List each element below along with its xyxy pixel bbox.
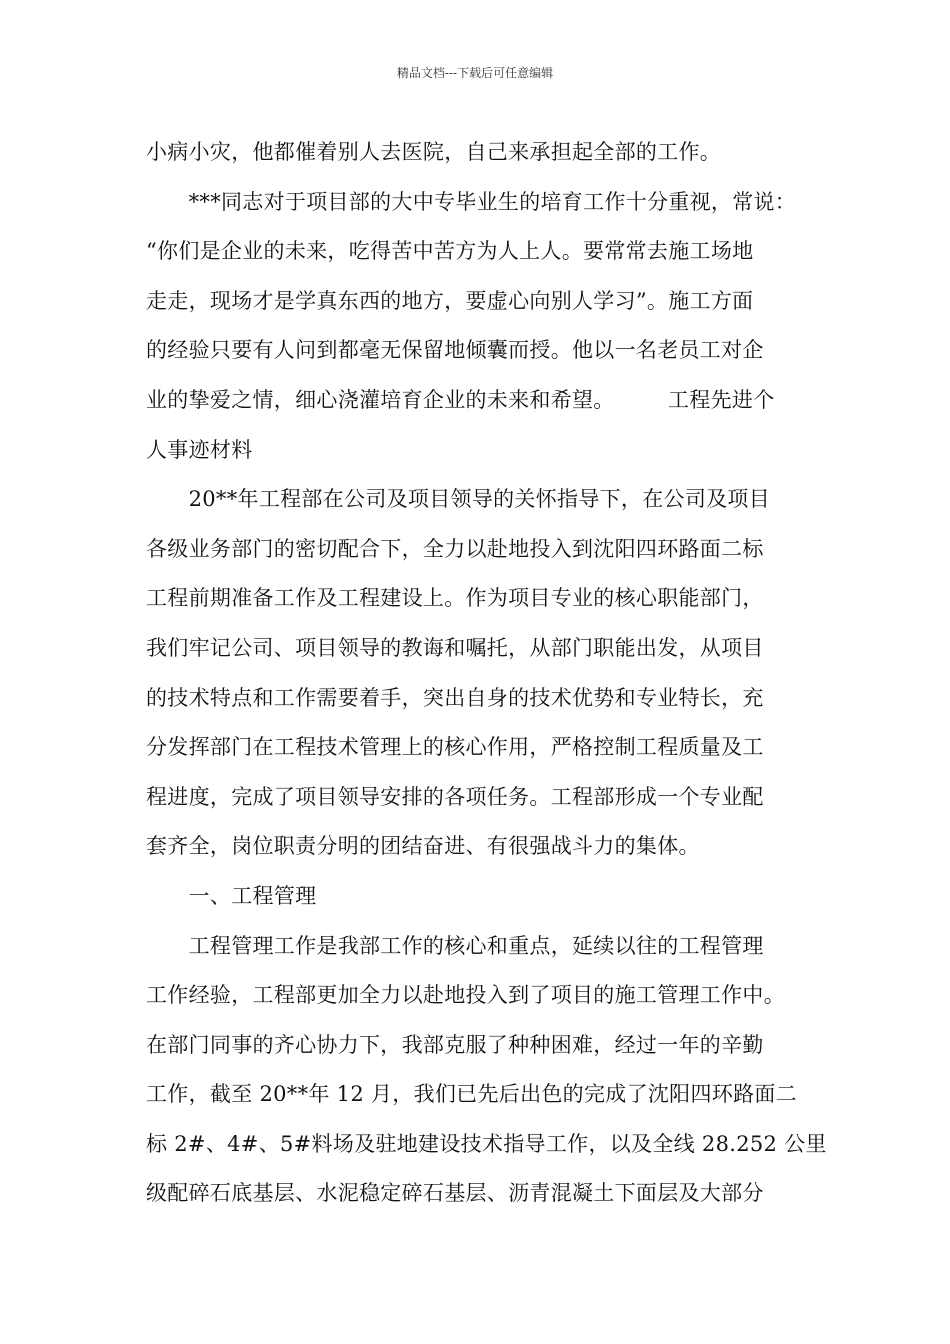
text-line: 小病小灾，他都催着别人去医院，自己来承担起全部的工作。 <box>146 140 722 164</box>
text-line: 程进度，完成了项目领导安排的各项任务。工程部形成一个专业配 <box>146 784 764 809</box>
text-line: 走走，现场才是学真东西的地方，要虚心向别人学习”。施工方面 <box>146 288 754 313</box>
text-line: 工作，截至 20**年 12 月，我们已先后出色的完成了沈阳四环路面二 <box>146 1082 797 1107</box>
text-line: 工程前期准备工作及工程建设上。作为项目专业的核心职能部门， <box>146 586 764 611</box>
text-line: 的技术特点和工作需要着手，突出自身的技术优势和专业特长，充 <box>146 685 764 710</box>
text-line: 的经验只要有人问到都毫无保留地倾囊而授。他以一名老员工对企 <box>146 338 764 363</box>
text-line: 工作经验，工程部更加全力以赴地投入到了项目的施工管理工作中。 <box>146 983 785 1008</box>
text-line: 各级业务部门的密切配合下，全力以赴地投入到沈阳四环路面二标 <box>146 536 764 561</box>
text-line: 级配碎石底基层、水泥稳定碎石基层、沥青混凝土下面层及大部分 <box>146 1181 764 1206</box>
text-line: ***同志对于项目部的大中专毕业生的培育工作十分重视，常说： <box>146 189 797 214</box>
text-line: 分发挥部门在工程技术管理上的核心作用，严格控制工程质量及工 <box>146 735 764 760</box>
text-line: 我们牢记公司、项目领导的教诲和嘱托，从部门职能出发，从项目 <box>146 635 764 660</box>
text-line: “你们是企业的未来，吃得苦中苦方为人上人。要常常去施工场地 <box>146 239 754 264</box>
text-line: 在部门同事的齐心协力下，我部克服了种种困难，经过一年的辛勤 <box>146 1032 764 1057</box>
document-body <box>146 128 827 1219</box>
text-line: 套齐全，岗位职责分明的团结奋进、有很强战斗力的集体。 <box>146 834 700 859</box>
text-line: 工程管理工作是我部工作的核心和重点，延续以往的工程管理 <box>146 933 764 958</box>
page-header: 精品文档---下载后可任意编辑 <box>396 66 554 80</box>
text-line: 业的挚爱之情，细心浇灌培育企业的未来和希望。 工程先进个 <box>146 387 775 412</box>
text-line: 人事迹材料 <box>146 437 253 462</box>
text-line: 标 2#、4#、5#料场及驻地建设技术指导工作，以及全线 28.252 公里 <box>146 1131 827 1156</box>
section-heading: 一、工程管理 <box>146 883 317 908</box>
text-line: 20**年工程部在公司及项目领导的关怀指导下，在公司及项目 <box>146 487 771 512</box>
